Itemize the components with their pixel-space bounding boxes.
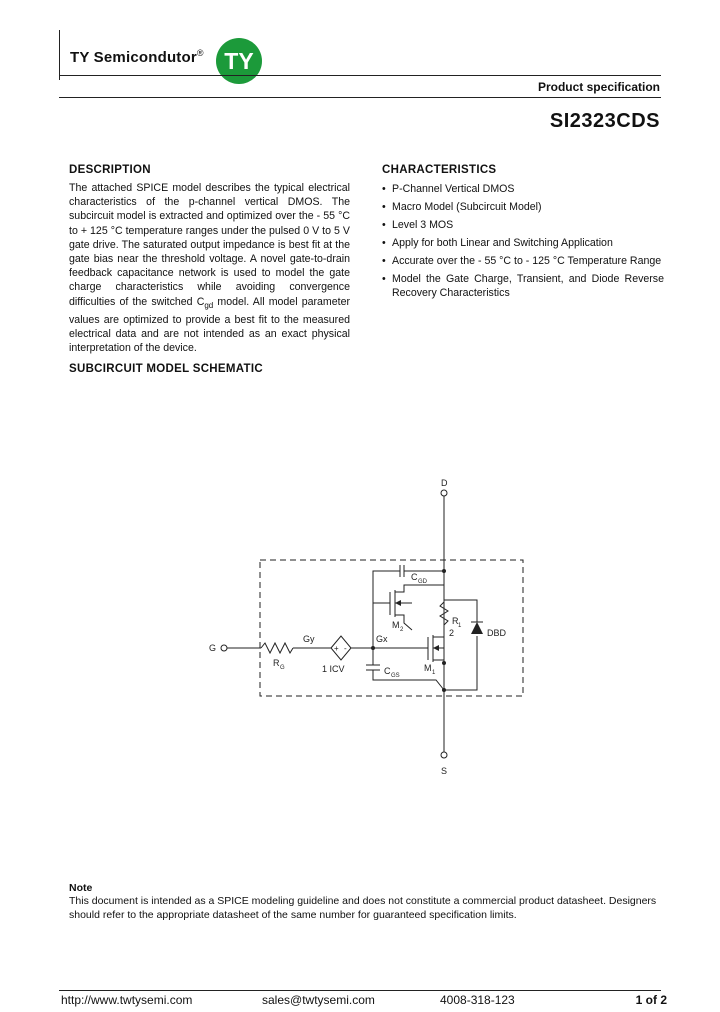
dbd-bottom-wire: [444, 636, 477, 690]
m1-sub: 1: [432, 670, 436, 676]
list-item: • Model the Gate Charge, Transient, and Diode Reverse Recovery Characteristics: [382, 272, 664, 300]
gate-terminal: [221, 645, 227, 651]
rg-label: R: [273, 658, 280, 668]
footer-email[interactable]: sales@twtysemi.com: [262, 993, 375, 1007]
m2-drain: [395, 585, 444, 592]
m2-arrow: [395, 600, 401, 606]
description-text-a: The attached SPICE model describes the typical electrical characteristics of the p-channel vertical DMOS. The subcircuit model is extracted and optimized over the - 55 °C to + 125 °C temperature ranges under the pulsed 0 V to 5 V gate drive. The saturated output impedance is best fit at the gate bias near the threshold voltage. A novel gate-to-drain feedback capacitance network is used to model the gate charge characteristics while avoiding convergence difficulties of the switched C: [69, 182, 350, 308]
list-item: • Accurate over the - 55 °C to - 125 °C Temperature Range: [382, 254, 664, 268]
list-item: • Macro Model (Subcircuit Model): [382, 200, 664, 214]
part-number: SI2323CDS: [549, 110, 660, 132]
rg-sub: G: [280, 665, 285, 671]
junction-dot: [442, 661, 446, 665]
note-title: Note: [69, 882, 93, 894]
footer-website[interactable]: http://www.twtysemi.com: [61, 993, 193, 1007]
cgd-label: C: [411, 572, 418, 582]
source-terminal: [441, 752, 447, 758]
cgs-label: C: [384, 666, 391, 676]
rg-resistor: [261, 643, 293, 653]
m2-sub: 2: [400, 627, 404, 633]
m1-label: M: [424, 663, 432, 673]
junction-dot: [442, 569, 446, 573]
gx-label: Gx: [376, 634, 388, 644]
minus-sign: -: [344, 644, 347, 653]
brand-text: TY Semicondutor: [70, 49, 197, 66]
junction-dot: [442, 688, 446, 692]
source-label: S: [441, 766, 448, 776]
registered-mark: ®: [196, 48, 204, 58]
note-text: This document is intended as a SPICE modeling guideline and does not constitute a commercial product datasheet. Designers should refer to the appropriate datasheet of the same number for guaranteed specification limits.: [69, 895, 657, 921]
node2-label: 2: [449, 628, 455, 638]
footer-page: 1 of 2: [635, 993, 667, 1007]
description-text-b: model. All model parameter values are optimized to provide a best fit to the measured electrical data and are not intended as an exact physical interpretation of the device.: [69, 295, 350, 355]
dbd-triangle: [471, 622, 483, 634]
plus-sign: +: [334, 644, 339, 653]
drain-label: D: [441, 478, 448, 488]
list-item: • Apply for both Linear and Switching Application: [382, 236, 664, 250]
dbd-label: DBD: [487, 628, 507, 638]
list-item: • P-Channel Vertical DMOS: [382, 182, 664, 196]
cgd-sub: GD: [418, 579, 427, 585]
source-value-label: 1 ICV: [322, 664, 345, 674]
gy-label: Gy: [303, 634, 315, 644]
description-subscript: gd: [204, 300, 214, 310]
schematic-heading: SUBCIRCUIT MODEL SCHEMATIC: [69, 363, 263, 375]
r1-label: R: [452, 616, 459, 626]
m1-arrow: [433, 645, 439, 651]
characteristics-heading: CHARACTERISTICS: [382, 164, 497, 176]
description-heading: DESCRIPTION: [69, 164, 151, 176]
junction-dot: [371, 646, 375, 650]
footer-phone: 4008-318-123: [440, 993, 515, 1007]
gate-label: G: [209, 643, 217, 653]
product-spec-label: Product specification: [537, 80, 660, 94]
r1-sub: 1: [458, 623, 462, 629]
list-item: • Level 3 MOS: [382, 218, 664, 232]
logo-text: TY: [224, 48, 254, 74]
dbd-top-wire: [444, 600, 477, 622]
m2-label: M: [392, 620, 400, 630]
cgs-sub: GS: [391, 673, 400, 679]
drain-terminal: [441, 490, 447, 496]
footer-rule: [59, 990, 661, 991]
